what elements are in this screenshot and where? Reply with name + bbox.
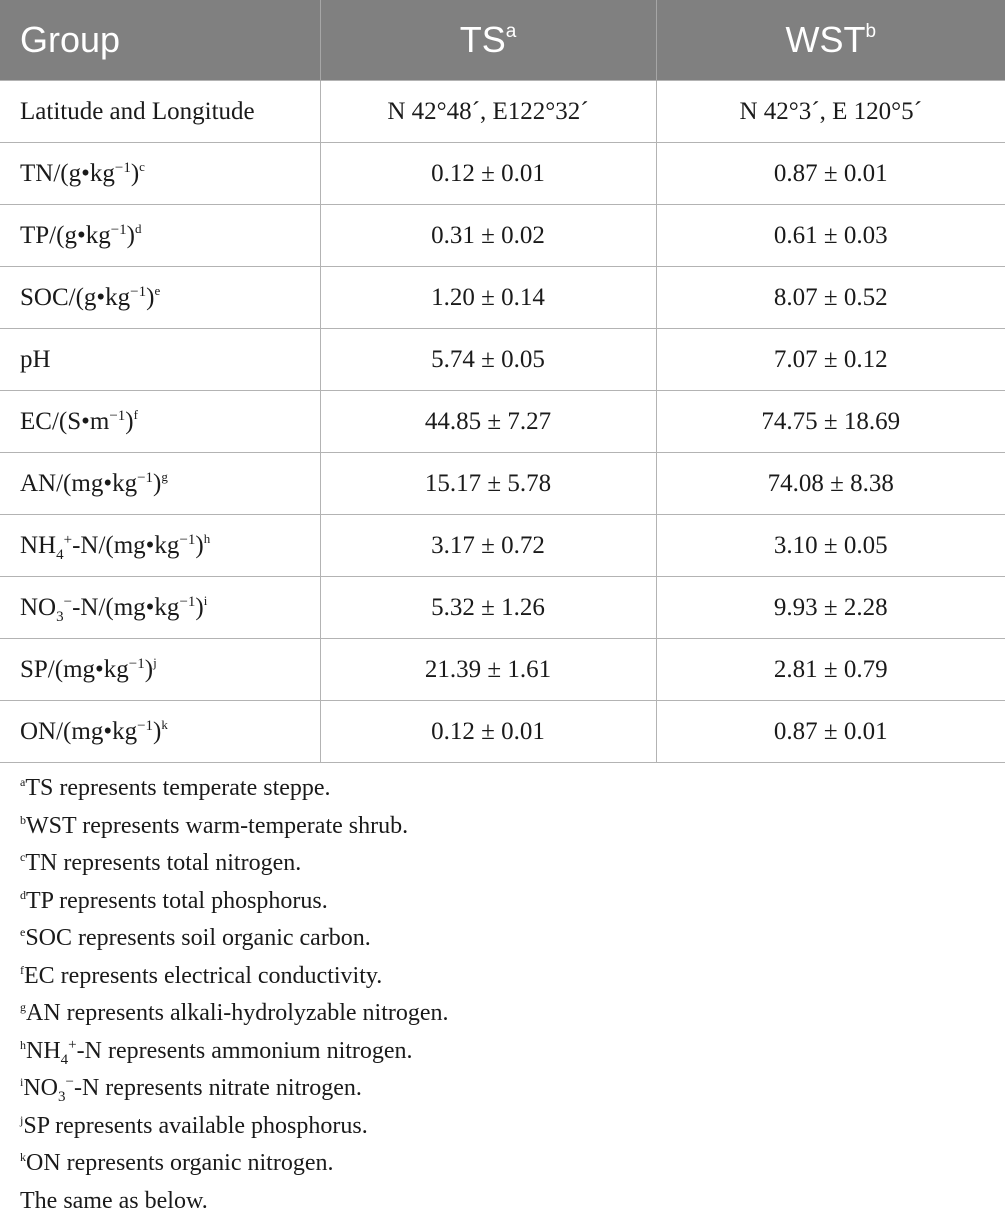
ion-superscript: −1 bbox=[111, 222, 127, 238]
footnote-text: ON represents organic nitrogen. bbox=[26, 1150, 333, 1176]
wst-value: 2.81 ± 0.79 bbox=[656, 639, 1005, 701]
footnote-text: TN represents total nitrogen. bbox=[25, 850, 301, 876]
wst-value: 9.93 ± 2.28 bbox=[656, 577, 1005, 639]
footnote-mark: b bbox=[20, 813, 26, 827]
table-row bbox=[0, 81, 1005, 143]
table-row bbox=[0, 143, 1005, 205]
ion-subscript: 4 bbox=[61, 1052, 69, 1068]
footnote-mark: h bbox=[204, 531, 211, 546]
ion-superscript: −1 bbox=[137, 470, 153, 486]
table-row bbox=[0, 639, 1005, 701]
ion-subscript: 3 bbox=[58, 1089, 66, 1105]
header-group bbox=[0, 0, 320, 81]
wst-value: 74.75 ± 18.69 bbox=[656, 391, 1005, 453]
footnote-mark: f bbox=[20, 963, 24, 977]
row-label-text: NO bbox=[20, 594, 56, 621]
ts-value: 0.12 ± 0.01 bbox=[320, 143, 656, 205]
row-label-text: ON/(mg•kg bbox=[20, 718, 137, 745]
row-label-text: Latitude and Longitude bbox=[20, 98, 255, 125]
footnote-text-rest: -N represents nitrate nitrogen. bbox=[74, 1075, 362, 1101]
footnote-mark: e bbox=[20, 925, 25, 939]
wst-value: 0.87 ± 0.01 bbox=[656, 701, 1005, 763]
ts-value: 1.20 ± 0.14 bbox=[320, 267, 656, 329]
ion-superscript: + bbox=[68, 1037, 76, 1053]
footnote-mark: k bbox=[161, 717, 168, 732]
row-label-unit: -N/(mg•kg bbox=[72, 594, 179, 621]
ion-superscript: −1 bbox=[130, 284, 146, 300]
footnote bbox=[20, 1033, 449, 1071]
wst-value: 0.61 ± 0.03 bbox=[656, 205, 1005, 267]
footnote-text: WST represents warm-temperate shrub. bbox=[26, 813, 408, 839]
row-label-unit-close: ) bbox=[195, 532, 203, 559]
row-label bbox=[0, 391, 320, 453]
ts-value: 15.17 ± 5.78 bbox=[320, 453, 656, 515]
header-wst-footnote-mark: b bbox=[865, 21, 876, 42]
table-row bbox=[0, 329, 1005, 391]
footnote-mark: i bbox=[204, 593, 208, 608]
footnote bbox=[20, 1145, 449, 1183]
row-label-unit: ) bbox=[146, 284, 154, 311]
footnote-text: TS represents temperate steppe. bbox=[25, 775, 330, 801]
wst-value: N 42°3´, E 120°5´ bbox=[656, 81, 1005, 143]
footnote bbox=[20, 845, 449, 883]
ion-superscript: − bbox=[66, 1074, 74, 1090]
footnote-mark: d bbox=[20, 888, 26, 902]
footnote bbox=[20, 1108, 449, 1146]
table-row bbox=[0, 577, 1005, 639]
wst-value: 7.07 ± 0.12 bbox=[656, 329, 1005, 391]
footnote bbox=[20, 1183, 449, 1220]
row-label-text: TP/(g•kg bbox=[20, 222, 111, 249]
header-wst bbox=[656, 0, 1005, 81]
ion-superscript: −1 bbox=[115, 160, 131, 176]
row-label bbox=[0, 639, 320, 701]
footnote-text: NH bbox=[26, 1038, 61, 1064]
row-label-unit: ) bbox=[131, 160, 139, 187]
footnote-text: AN represents alkali-hydrolyzable nitrogen. bbox=[26, 1000, 449, 1026]
footnote-mark: j bbox=[20, 1113, 23, 1127]
row-label-text: TN/(g•kg bbox=[20, 160, 115, 187]
row-label bbox=[0, 701, 320, 763]
footnote bbox=[20, 770, 449, 808]
wst-value: 0.87 ± 0.01 bbox=[656, 143, 1005, 205]
ion-superscript: + bbox=[64, 532, 72, 548]
row-label-text: SOC/(g•kg bbox=[20, 284, 130, 311]
ion-superscript: −1 bbox=[109, 408, 125, 424]
row-label bbox=[0, 205, 320, 267]
footnote-text: The same as below. bbox=[20, 1188, 208, 1214]
row-label bbox=[0, 267, 320, 329]
table-row bbox=[0, 267, 1005, 329]
row-label-unit: ) bbox=[127, 222, 135, 249]
table-row bbox=[0, 205, 1005, 267]
wst-value: 8.07 ± 0.52 bbox=[656, 267, 1005, 329]
table-row bbox=[0, 515, 1005, 577]
row-label-text: pH bbox=[20, 346, 51, 373]
ion-superscript: −1 bbox=[129, 656, 145, 672]
footnote bbox=[20, 995, 449, 1033]
footnote-mark: a bbox=[20, 775, 25, 789]
footnote bbox=[20, 1070, 449, 1108]
ts-value: N 42°48´, E122°32´ bbox=[320, 81, 656, 143]
ion-subscript: 3 bbox=[56, 609, 64, 625]
table-body bbox=[0, 81, 1005, 763]
ion-superscript: − bbox=[64, 594, 72, 610]
row-label-text: EC/(S•m bbox=[20, 408, 109, 435]
ts-value: 21.39 ± 1.61 bbox=[320, 639, 656, 701]
wst-value: 3.10 ± 0.05 bbox=[656, 515, 1005, 577]
footnote bbox=[20, 808, 449, 846]
footnote-text: SP represents available phosphorus. bbox=[23, 1113, 367, 1139]
header-ts-label: TS bbox=[460, 19, 506, 60]
header-ts-footnote-mark: a bbox=[506, 21, 517, 42]
row-label-unit: -N/(mg•kg bbox=[72, 532, 179, 559]
row-label-unit-close: ) bbox=[195, 594, 203, 621]
table-header bbox=[0, 0, 1005, 81]
footnote-mark: c bbox=[139, 159, 145, 174]
footnote-mark: g bbox=[161, 469, 168, 484]
row-label bbox=[0, 329, 320, 391]
unit-superscript: −1 bbox=[179, 594, 195, 610]
row-label-unit: ) bbox=[153, 470, 161, 497]
row-label bbox=[0, 453, 320, 515]
footnote-text: TP represents total phosphorus. bbox=[26, 888, 328, 914]
row-label-unit: ) bbox=[153, 718, 161, 745]
unit-superscript: −1 bbox=[179, 532, 195, 548]
row-label-unit: ) bbox=[125, 408, 133, 435]
row-label bbox=[0, 143, 320, 205]
footnote-text: EC represents electrical conductivity. bbox=[24, 963, 382, 989]
row-label-unit: ) bbox=[145, 656, 153, 683]
footnote-text-rest: -N represents ammonium nitrogen. bbox=[77, 1038, 413, 1064]
row-label-text: AN/(mg•kg bbox=[20, 470, 137, 497]
ts-value: 5.32 ± 1.26 bbox=[320, 577, 656, 639]
footnote bbox=[20, 883, 449, 921]
footnote-mark: k bbox=[20, 1150, 26, 1164]
footnote-mark: f bbox=[134, 407, 138, 422]
table-footnotes bbox=[20, 770, 449, 1220]
footnote-text: NO bbox=[23, 1075, 58, 1101]
table-row bbox=[0, 453, 1005, 515]
footnote-text: SOC represents soil organic carbon. bbox=[25, 925, 370, 951]
footnote-mark: d bbox=[135, 221, 142, 236]
ts-value: 0.31 ± 0.02 bbox=[320, 205, 656, 267]
row-label bbox=[0, 515, 320, 577]
footnote-mark: c bbox=[20, 850, 25, 864]
ts-value: 44.85 ± 7.27 bbox=[320, 391, 656, 453]
header-group-label: Group bbox=[20, 19, 120, 60]
row-label bbox=[0, 81, 320, 143]
header-row bbox=[0, 0, 1005, 81]
ts-value: 3.17 ± 0.72 bbox=[320, 515, 656, 577]
wst-value: 74.08 ± 8.38 bbox=[656, 453, 1005, 515]
row-label-text: NH bbox=[20, 532, 56, 559]
footnote bbox=[20, 920, 449, 958]
ts-value: 5.74 ± 0.05 bbox=[320, 329, 656, 391]
ts-value: 0.12 ± 0.01 bbox=[320, 701, 656, 763]
row-label bbox=[0, 577, 320, 639]
header-wst-label: WST bbox=[785, 19, 865, 60]
table-row bbox=[0, 701, 1005, 763]
row-label-text: SP/(mg•kg bbox=[20, 656, 129, 683]
ion-superscript: −1 bbox=[137, 718, 153, 734]
header-ts bbox=[320, 0, 656, 81]
footnote bbox=[20, 958, 449, 996]
footnote-mark: i bbox=[20, 1075, 23, 1089]
footnote-mark: g bbox=[20, 1000, 26, 1014]
ion-subscript: 4 bbox=[56, 547, 64, 563]
footnote-mark: e bbox=[154, 283, 160, 298]
footnote-mark: j bbox=[153, 655, 157, 670]
table-row bbox=[0, 391, 1005, 453]
footnote-mark: h bbox=[20, 1038, 26, 1052]
